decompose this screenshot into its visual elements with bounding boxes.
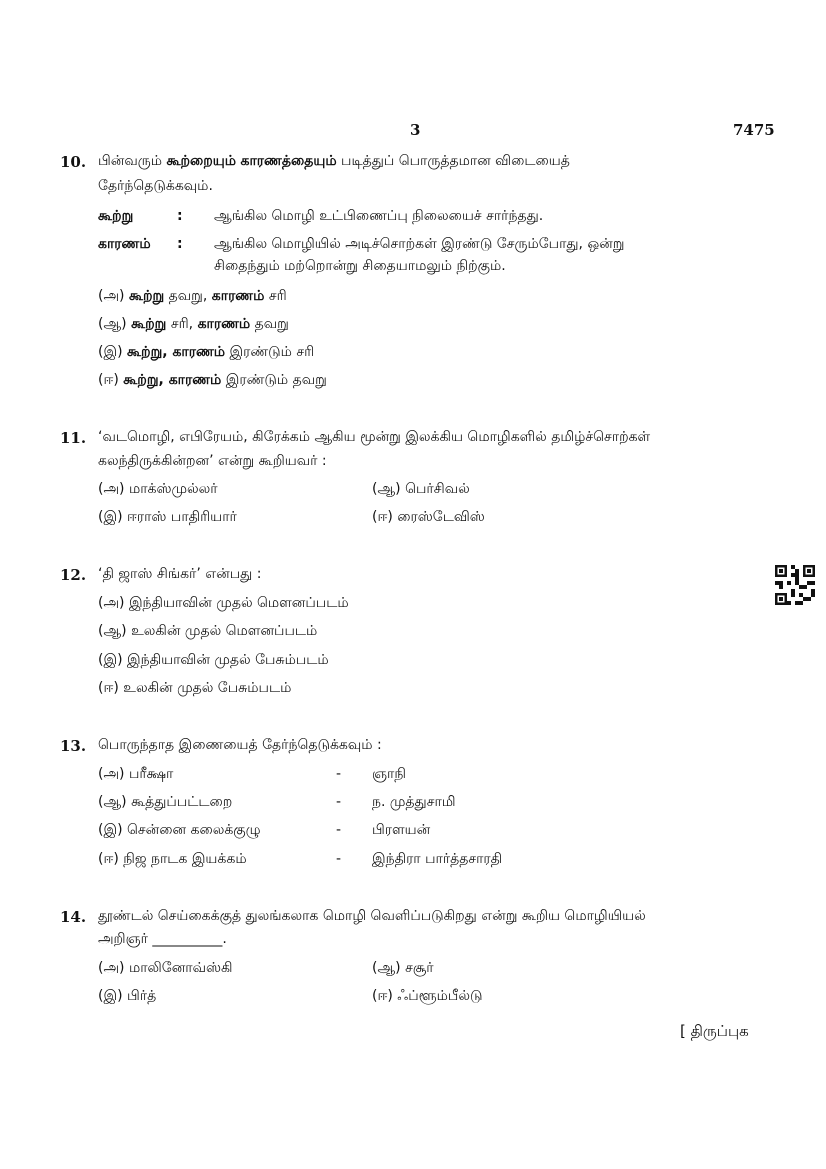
question-14-line1: தூண்டல் செய்கைக்குத் துலங்கலாக மொழி வெளிப்படுகிறது என்று கூறிய மொழியியல்: [98, 908, 646, 924]
turn-over-note: [ திருப்புக: [680, 1022, 749, 1040]
question-12-option-a: (அ) இந்தியாவின் முதல் மௌனப்படம்: [98, 595, 349, 611]
question-13-option-c-right: பிரளயன்: [372, 822, 431, 838]
question-14-line2: அறிஞர் __________.: [98, 931, 227, 947]
question-11-line2: கலந்திருக்கின்றன’ என்று கூறியவர் :: [98, 453, 327, 469]
question-11-option-a: (அ) மாக்ஸ்முல்லர்: [98, 481, 218, 497]
question-10-option-a: (அ) கூற்று தவறு, காரணம் சரி: [98, 288, 287, 304]
question-13-option-b-right: ந. முத்துசாமி: [372, 794, 456, 810]
statement-text: ஆங்கில மொழி உட்பிணைப்பு நிலையைச் சார்ந்தது.: [214, 208, 544, 224]
question-14-option-d: (ஈ) ஃப்ளூம்பீல்டு: [372, 988, 483, 1004]
question-12-option-b: (ஆ) உலகின் முதல் மௌனப்படம்: [98, 623, 318, 639]
page-number: 3: [410, 121, 421, 139]
question-13-option-a-left: (அ) பரீக்ஷா: [98, 766, 174, 782]
statement-label: கூற்று: [98, 208, 134, 224]
question-13-option-b-left: (ஆ) கூத்துப்பட்டறை: [98, 794, 233, 810]
reason-text-line1: ஆங்கில மொழியில் அடிச்சொற்கள் இரண்டு சேரும்போது, ஒன்று: [214, 236, 625, 252]
statement-colon: :: [177, 208, 183, 224]
qr-code-icon: [775, 565, 815, 605]
question-13-option-d-dash: -: [336, 851, 342, 867]
reason-colon: :: [177, 236, 183, 252]
paper-code: 7475: [733, 121, 775, 139]
question-13-option-a-right: ஞாநி: [372, 766, 406, 782]
question-13-option-b-dash: -: [336, 794, 342, 810]
question-13-line1: பொருந்தாத இணையைத் தேர்ந்தெடுக்கவும் :: [98, 737, 382, 753]
question-11-option-c: (இ) ஈராஸ் பாதிரியார்: [98, 509, 237, 525]
question-10-line1: பின்வரும் கூற்றையும் காரணத்தையும் படித்துப் பொருத்தமான விடையைத்: [98, 153, 570, 169]
question-13-option-c-dash: -: [336, 822, 342, 838]
question-10-option-c: (இ) கூற்று, காரணம் இரண்டும் சரி: [98, 344, 315, 360]
question-14-option-c: (இ) பிர்த்: [98, 988, 157, 1004]
question-10-line2: தேர்ந்தெடுக்கவும்.: [98, 178, 213, 194]
question-10-number: 10.: [60, 153, 87, 171]
reason-text-line2: சிதைந்தும் மற்றொன்று சிதையாமலும் நிற்கும்.: [214, 258, 506, 274]
question-11-option-b: (ஆ) பெர்சிவல்: [372, 481, 470, 497]
question-12-option-d: (ஈ) உலகின் முதல் பேசும்படம்: [98, 680, 292, 696]
question-13-option-c-left: (இ) சென்னை கலைக்குழு: [98, 822, 261, 838]
question-11-number: 11.: [60, 429, 87, 447]
question-14-option-b: (ஆ) சசூர்: [372, 960, 434, 976]
question-10-option-b: (ஆ) கூற்று சரி, காரணம் தவறு: [98, 316, 289, 332]
question-13-option-d-right: இந்திரா பார்த்தசாரதி: [372, 851, 503, 867]
question-12-line1: ‘தி ஜாஸ் சிங்கர்’ என்பது :: [98, 566, 262, 582]
question-11-option-d: (ஈ) ரைஸ்டேவிஸ்: [372, 509, 485, 525]
question-10-option-d: (ஈ) கூற்று, காரணம் இரண்டும் தவறு: [98, 372, 327, 388]
reason-label: காரணம்: [98, 236, 151, 252]
question-13-option-d-left: (ஈ) நிஜ நாடக இயக்கம்: [98, 851, 247, 867]
question-12-option-c: (இ) இந்தியாவின் முதல் பேசும்படம்: [98, 652, 329, 668]
question-13-number: 13.: [60, 737, 87, 755]
question-12-number: 12.: [60, 566, 87, 584]
question-11-line1: ‘வடமொழி, எபிரேயம், கிரேக்கம் ஆகிய மூன்று இலக்கிய மொழிகளில் தமிழ்ச்சொற்கள்: [98, 429, 651, 445]
question-14-number: 14.: [60, 908, 87, 926]
question-14-option-a: (அ) மாலினோவ்ஸ்கி: [98, 960, 233, 976]
question-13-option-a-dash: -: [336, 766, 342, 782]
